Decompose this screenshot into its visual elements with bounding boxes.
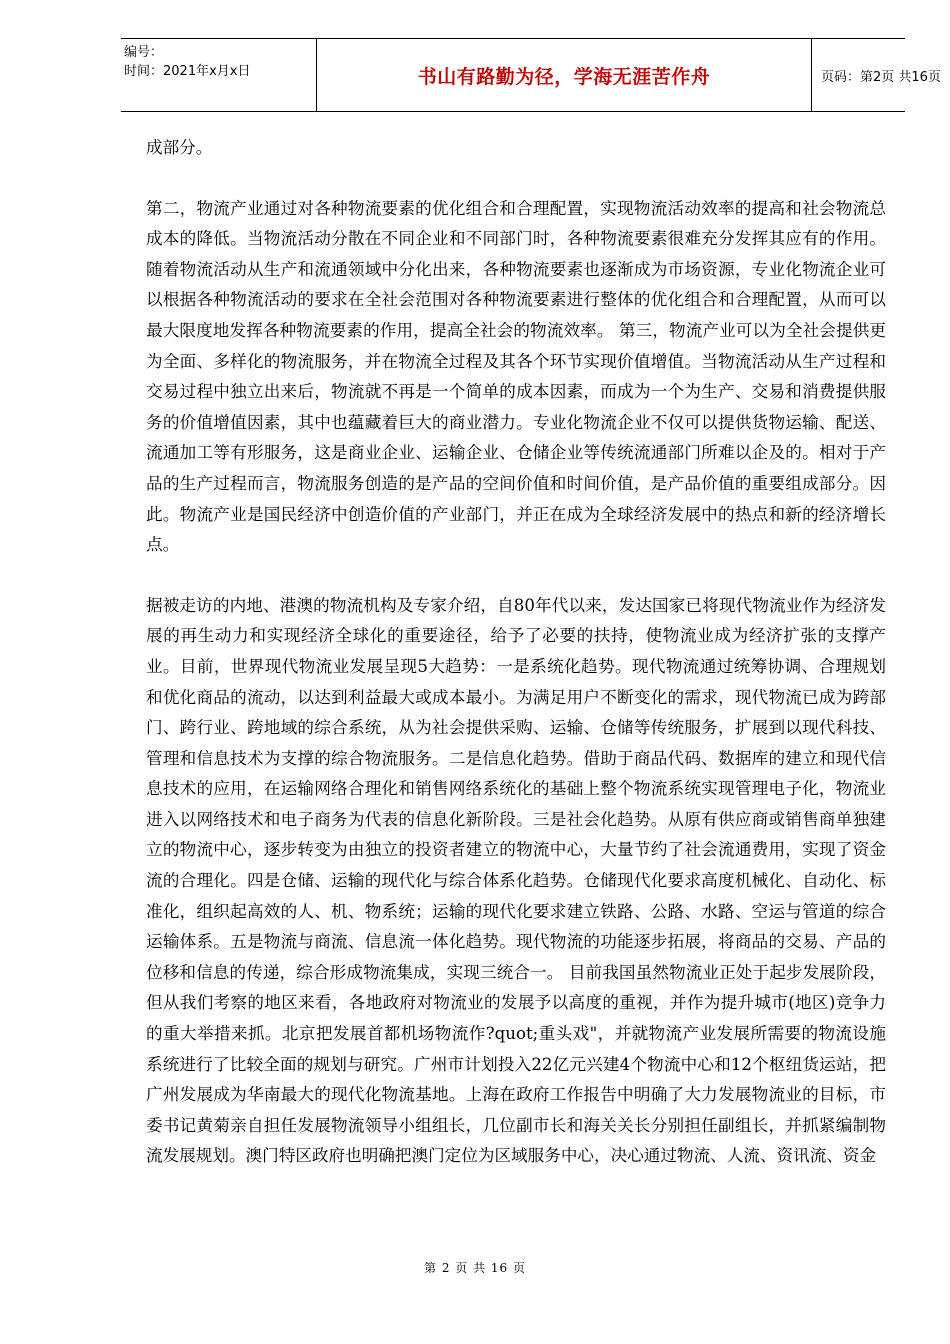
page-header (121, 38, 941, 112)
document-body (146, 133, 886, 1172)
paragraph: 成部分。 (146, 138, 213, 157)
page-footer (0, 1257, 950, 1276)
header-motto: 书山有路勤为径，学海无涯苦作舟 (417, 65, 711, 88)
paragraph: 第二，物流产业通过对各种物流要素的优化组合和合理配置，实现物流活动效率的提高和社会物流总成本的降低。当物流活动分散在不同企业和不同部门时，各种物流要素很难充分发挥其应有的作用。随着物流活动从生产和流通领域中分化出来，各种物流要素也逐渐成为市场资源，专业化物流企业可以根据各种物流活动的要求在全社会范围对各种物流要素进行整体的优化组合和合理配置，从而可以最大限度地发挥各种物流要素的作用，提高全社会的物流效率。 第三，物流产业可以为全社会提供更为全面、多样化的物流服务，并在物流全过程及其各个环节实现价值增值。当物流活动从生产过程和交易过程中独立出来后，物流就不再是一个简单的成本因素，而成为一个为生产、交易和消费提供服务的价值增值因素，其中也蕴藏着巨大的商业潜力。专业化物流企业不仅可以提供货物运输、配送、流通加工等有形服务，这是商业企业、运输企业、仓储企业等传统流通部门所难以企及的。相对于产品的生产过程而言，物流服务创造的是产品的空间价值和时间价值，是产品价值的重要组成部分。因此。物流产业是国民经济中创造价值的产业部门，并正在成为全球经济发展中的热点和新的经济增长点。 (146, 198, 886, 555)
header-page-info: 页码：第2页 共16页 (821, 69, 941, 85)
document-time-label: 时间：2021年x月x日 (124, 64, 251, 79)
footer-page-number: 第 2 页 共 16 页 (424, 1261, 526, 1275)
document-number-label: 编号： (124, 45, 164, 60)
header-motto-cell (316, 39, 812, 111)
header-page-cell (821, 39, 941, 111)
paragraph: 据被走访的内地、港澳的物流机构及专家介绍，自80年代以来，发达国家已将现代物流业作为经济发展的再生动力和实现经济全球化的重要途径，给予了必要的扶持，使物流业成为经济扩张的支撑产业。目前，世界现代物流业发展呈现5大趋势：一是系统化趋势。现代物流通过统筹协调、合理规划和优化商品的流动，以达到利益最大或成本最小。为满足用户不断变化的需求，现代物流已成为跨部门、跨行业、跨地域的综合系统，从为社会提供采购、运输、仓储等传统服务，扩展到以现代科技、管理和信息技术为支撑的综合物流服务。二是信息化趋势。借助于商品代码、数据库的建立和现代信息技术的应用，在运输网络合理化和销售网络系统化的基础上整个物流系统实现管理电子化，物流业进入以网络技术和电子商务为代表的信息化新阶段。三是社会化趋势。从原有供应商或销售商单独建立的物流中心，逐步转变为由独立的投资者建立的物流中心，大量节约了社会流通费用，实现了资金流的合理化。四是仓储、运输的现代化与综合体系化趋势。仓储现代化要求高度机械化、自动化、标准化，组织起高效的人、机、物系统；运输的现代化要求建立铁路、公路、水路、空运与管道的综合运输体系。五是物流与商流、信息流一体化趋势。现代物流的功能逐步拓展，将商品的交易、产品的位移和信息的传递，综合形成物流集成，实现三统合一。 目前我国虽然物流业正处于起步发展阶段，但从我们考察的地区来看，各地政府对物流业的发展予以高度的重视，并作为提升城市(地区)竞争力的重大举措来抓。北京把发展首都机场物流作?quot;重头戏"，并就物流产业发展所需要的物流设施系统进行了比较全面的规划与研究。广州市计划投入22亿元兴建4个物流中心和12个枢纽货运站，把广州发展成为华南最大的现代化物流基地。上海在政府工作报告中明确了大力发展物流业的目标，市委书记黄菊亲自担任发展物流领导小组组长，几位副市长和海关关长分别担任副组长，并抓紧编制物流发展规划。澳门特区政府也明确把澳门定位为区域服务中心，决心通过物流、人流、资讯流、资金 (146, 595, 886, 1166)
header-meta (121, 39, 316, 111)
